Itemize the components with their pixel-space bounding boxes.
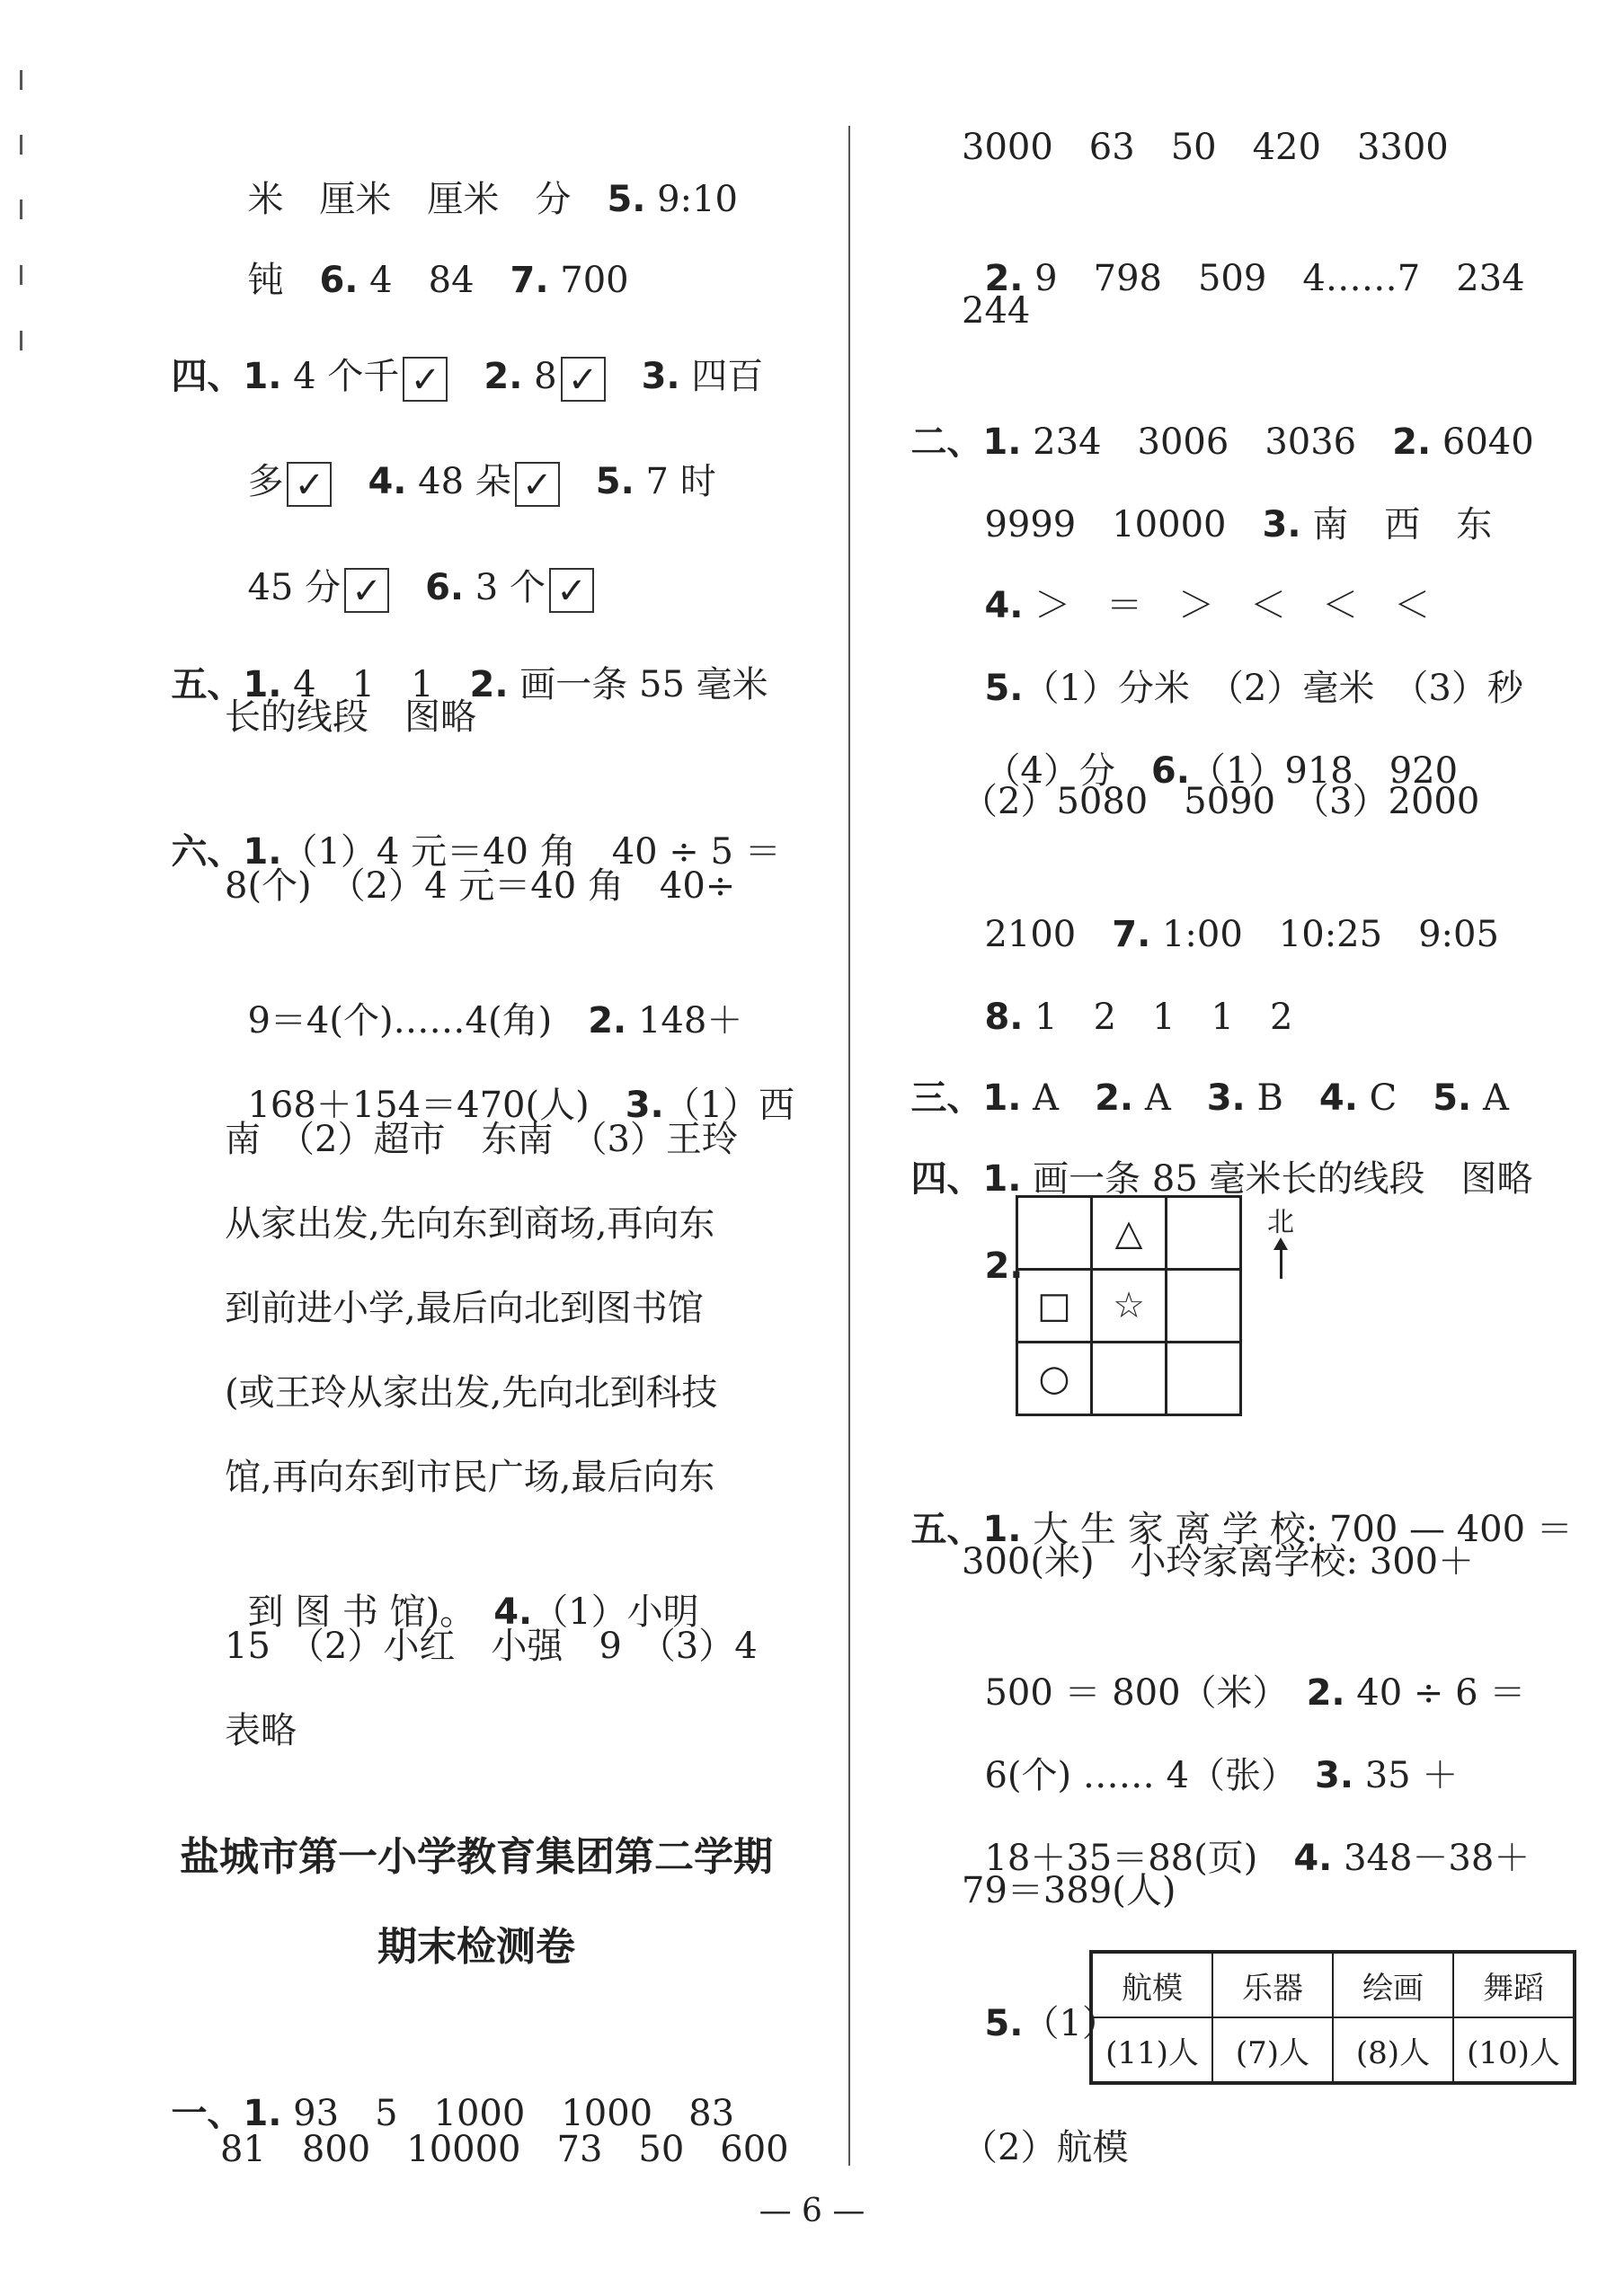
text: 1 2 1 1 2 [1023,997,1293,1038]
item-number: 1. [982,1158,1022,1200]
text: 多 [247,461,284,502]
text: （1）918 920 [1189,750,1459,792]
item-number: 3. [641,356,680,397]
text: 4 1 1 [281,664,470,705]
answer-line-cont-2 [225,205,629,306]
text: 348－38＋ [1332,1838,1531,1879]
r-section-5-line-6: 79＝389(人) [962,1870,1176,1911]
text: 168＋154＝470(人) [247,1085,626,1126]
text: （1）分米 （2）毫米 （3）秒 [1023,668,1523,709]
text: 到 图 书 馆)。 [247,1591,494,1633]
text: 2100 [984,914,1113,955]
grid-cell [1167,1343,1241,1415]
item-number: 2. [984,1245,1024,1287]
section-6-line-6: 从家出发,先向东到商场,再向东 [225,1203,715,1245]
item-number: 5. [1433,1077,1472,1119]
item-number: 5. [595,461,635,502]
text: 南 西 东 [1300,504,1493,545]
table-cell: (11)人 [1091,2017,1212,2083]
text: 18＋35＝88(页) [984,1838,1294,1879]
north-label: 北 [1267,1207,1294,1238]
table-cell: (8)人 [1333,2017,1453,2083]
binding-mark [20,135,22,155]
text: ＞ ＝ ＞ ＜ ＜ ＜ [1023,585,1431,626]
section-label: 二、 [910,421,983,463]
item-number: 4. [1293,1838,1333,1879]
r-section-2-line-6: （2）5080 5090 （3）2000 [962,781,1480,822]
item-number: 8. [984,997,1024,1038]
table-header: 航模 [1091,1952,1212,2017]
binding-mark [20,265,22,285]
item-number: 2. [984,258,1024,299]
item-number: 3. [1314,1755,1354,1796]
column-divider [848,126,850,2166]
item-number: 1. [982,1077,1022,1119]
item-number: 5. [607,179,646,220]
text: 7 时 [634,461,716,502]
item-number: 6. [425,567,465,608]
section-6-line-7: 到前进小学,最后向北到图书馆 [225,1288,704,1329]
text: 45 分 [247,567,342,608]
answer: C [1357,1077,1433,1119]
text: 48 朵 [406,461,511,502]
item-number: 4. [493,1591,533,1633]
section-6-line-5: 南 （2）超市 东南 （3）王玲 [225,1119,738,1160]
text: 8 [522,356,557,397]
text: 大 生 家 离 学 校: 700 — 400 ＝ [1021,1509,1573,1550]
text: 米 厘米 厘米 分 [247,179,608,220]
check-box: ✓ [403,357,448,402]
exam-subtitle: 期末检测卷 [377,1924,575,1970]
answer: A [1021,1077,1096,1119]
grid-cell [1167,1270,1241,1343]
answer: B [1245,1077,1319,1119]
right-line-1: 3000 63 50 420 3300 [962,127,1449,168]
section-label: 六、 [171,831,244,873]
answer: A [1133,1077,1207,1119]
item-number: 2. [588,1000,627,1041]
north-compass [1263,1200,1299,1279]
section-4-line-3 [225,512,594,613]
section-6-line-2: 8(个) （2）4 元＝40 角 40÷ [225,865,736,907]
binding-mark [20,199,22,219]
item-number: 2. [484,356,523,397]
item-number: 6. [319,260,359,301]
section-label: 四、 [171,356,244,397]
section-5-line-2: 长的线段 图略 [225,696,476,738]
check-box: ✓ [561,357,606,402]
item-number: 1. [243,2093,282,2134]
text: （1） [1023,2003,1118,2044]
text: 9999 10000 [984,504,1263,545]
item-number: 2. [1095,1077,1134,1119]
table-header: 舞蹈 [1453,1952,1575,2017]
item-number: 5. [984,2003,1024,2044]
grid-cell: ○ [1017,1343,1092,1415]
text: 6040 [1431,421,1534,463]
text: 234 3006 3036 [1021,421,1393,463]
text: 画一条 85 毫米长的线段 图略 [1021,1158,1533,1200]
text: 4 个千 [281,356,400,397]
section-label: 五、 [910,1509,983,1550]
item-number: 4. [984,585,1024,626]
text: （4）分 [984,750,1151,792]
text: 9:10 [645,179,739,220]
item-number: 5. [984,668,1024,709]
activity-table [1089,1950,1576,2085]
item-number: 3. [625,1085,664,1126]
item-number: 1. [982,421,1022,463]
text: 500 ＝ 800（米） [984,1672,1307,1714]
page-number: — 6 — [759,2193,865,2229]
grid-cell [1017,1197,1092,1270]
text: 画一条 55 毫米 [508,664,768,705]
binding-mark [20,331,22,350]
grid-cell: △ [1092,1197,1167,1270]
item-number: 4. [368,461,407,502]
section-6-line-12: 表略 [225,1710,297,1751]
section-label: 三、 [910,1077,983,1119]
item-number: 3. [1206,1077,1246,1119]
check-box: ✓ [515,462,560,507]
table-cell: (10)人 [1453,2017,1575,2083]
section-label: 五、 [171,664,244,705]
section-4-line-2 [225,406,716,507]
table-header: 乐器 [1212,1952,1333,2017]
text: 93 5 1000 1000 83 [281,2093,735,2134]
text: 3 个 [464,567,546,608]
r-section-5-line-8: （2）航模 [962,2127,1129,2168]
exam-title: 盐城市第一小学教育集团第二学期 [180,1834,773,1880]
item-number: 2. [469,664,509,705]
right-line-3: 244 [962,290,1031,332]
section-label: 四、 [910,1158,983,1200]
answer: A [1471,1077,1509,1119]
text: 9 798 509 4……7 234 [1023,258,1525,299]
section-4-line-1 [148,301,763,402]
text: 9＝4(个)……4(角) [247,1000,589,1041]
item-number: 7. [510,260,549,301]
r-section-4-line-1 [888,1104,1533,1204]
item-number: 1. [243,831,282,873]
section-label: 一、 [171,2093,244,2134]
table-header: 绘画 [1333,1952,1453,2017]
text: 四百 [679,356,764,397]
text: 4 84 [358,260,510,301]
r-section-5-line-2: 300(米) 小玲家离学校: 300＋ [962,1541,1475,1582]
section-6-line-9: 馆,再向东到市民广场,最后向东 [225,1457,715,1498]
text: 1:00 10:25 9:05 [1150,914,1499,955]
item-number: 1. [243,664,282,705]
grid-cell [1167,1197,1241,1270]
r-section-4-line-2 [962,1191,1023,1291]
section-1-line-2: 81 800 10000 73 50 600 [220,2129,789,2170]
item-number: 1. [982,1509,1022,1550]
grid-cell: ☆ [1092,1270,1167,1343]
north-arrow-icon [1280,1243,1282,1279]
text: 钝 [247,260,320,301]
item-number: 2. [1392,421,1432,463]
table-cell: (7)人 [1212,2017,1333,2083]
right-line-2 [962,203,1525,304]
section-6-line-8: (或王玲从家出发,先向北到科技 [225,1372,718,1414]
text: 40 ÷ 6 ＝ [1344,1672,1526,1714]
check-box: ✓ [549,568,594,613]
item-number: 2. [1306,1672,1345,1714]
text: 6(个) …… 4（张） [984,1755,1315,1796]
item-number: 3. [1262,504,1301,545]
grid-cell: □ [1017,1270,1092,1343]
item-number: 6. [1150,750,1190,792]
text: 700 [548,260,629,301]
item-number: 7. [1112,914,1151,955]
section-6-line-11: 15 （2）小红 小强 9 （3）4 [225,1626,758,1667]
text: （1）西 [663,1085,795,1126]
item-number: 1. [243,356,282,397]
position-grid [1016,1195,1242,1416]
text: （1）小明 [532,1591,699,1633]
text: （1）4 元＝40 角 40 ÷ 5 ＝ [281,831,781,873]
binding-mark [20,70,22,90]
grid-cell [1092,1343,1167,1415]
text: 35 ＋ [1353,1755,1459,1796]
check-box: ✓ [287,462,332,507]
text: 148＋ [626,1000,743,1041]
item-number: 4. [1318,1077,1358,1119]
check-box: ✓ [344,568,389,613]
